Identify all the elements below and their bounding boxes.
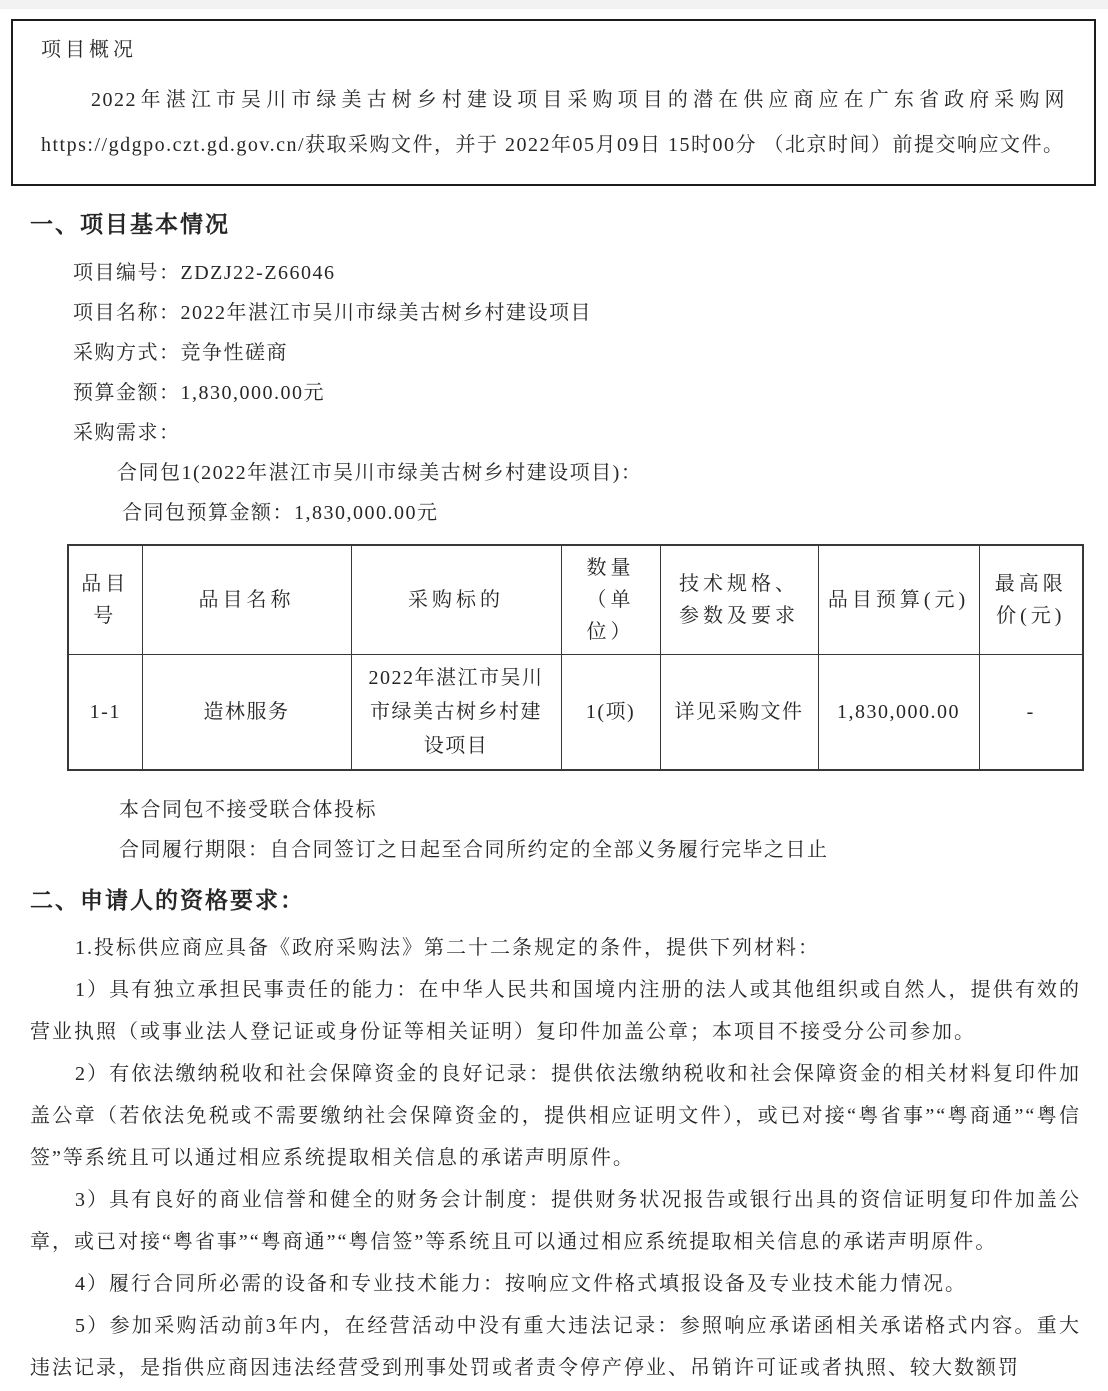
requirement-intro: 1.投标供应商应具备《政府采购法》第二十二条规定的条件，提供下列材料： <box>75 937 820 959</box>
items-table <box>67 544 1084 771</box>
requirement-3: 3）具有良好的商业信誉和健全的财务会计制度：提供财务状况报告或银行出具的资信证明复印件加盖公章，或已对接“粤省事”“粤商通”“粤信签”等系统且可以通过相应系统提取相关信息的承诺声明原件。 <box>30 1189 1081 1253</box>
budget-amount-line: 预算金额：1,830,000.00元 <box>73 382 325 404</box>
cell-item-name: 造林服务 <box>142 655 351 771</box>
overview-title: 项目概况 <box>41 39 137 61</box>
section1-heading: 一、项目基本情况 <box>30 212 230 237</box>
project-overview-box <box>11 19 1096 186</box>
overview-paragraph: 2022年湛江市吴川市绿美古树乡村建设项目采购项目的潜在供应商应在广东省政府采购网https://gdgpo.czt.gd.gov.cn/获取采购文件，并于 2022年05月09日 15时00分 （北京时间）前提交响应文件。 <box>41 89 1066 156</box>
header-tech-spec: 技术规格、参数及要求 <box>660 545 818 655</box>
cell-tech-spec: 详见采购文件 <box>660 655 818 771</box>
contract-period-note: 合同履行期限：自合同签订之日起至合同所约定的全部义务履行完毕之日止 <box>119 839 829 861</box>
project-basic-fields <box>0 253 1108 533</box>
table-header-row <box>68 545 1083 655</box>
project-name-line: 项目名称：2022年湛江市吴川市绿美古树乡村建设项目 <box>73 302 592 324</box>
requirement-4: 4）履行合同所必需的设备和专业技术能力：按响应文件格式填报设备及专业技术能力情况。 <box>75 1273 967 1295</box>
header-max-price: 最高限价(元) <box>979 545 1083 655</box>
contract-package-line: 合同包1(2022年湛江市吴川市绿美古树乡村建设项目)： <box>117 462 643 484</box>
requirement-5: 5）参加采购活动前3年内，在经营活动中没有重大违法记录：参照响应承诺函相关承诺格式内容。重大违法记录，是指供应商因违法经营受到刑事处罚或者责令停产停业、吊销许可证或者执照、较大数额罚 <box>30 1315 1081 1379</box>
cell-max-price: - <box>979 655 1083 771</box>
header-item-name: 品目名称 <box>142 545 351 655</box>
contract-package-budget-line: 合同包预算金额：1,830,000.00元 <box>122 502 439 524</box>
header-item-budget: 品目预算(元) <box>818 545 979 655</box>
header-procurement-subject: 采购标的 <box>351 545 561 655</box>
cell-item-no: 1-1 <box>68 655 142 771</box>
cell-procurement-subject: 2022年湛江市吴川市绿美古树乡村建设项目 <box>351 655 561 771</box>
header-item-no: 品目号 <box>68 545 142 655</box>
contract-notes <box>0 790 1108 870</box>
requirement-1: 1）具有独立承担民事责任的能力：在中华人民共和国境内注册的法人或其他组织或自然人，提供有效的营业执照（或事业法人登记证或身份证等相关证明）复印件加盖公章；本项目不接受分公司参加。 <box>30 979 1081 1043</box>
procurement-demand-line: 采购需求： <box>73 422 181 444</box>
section2-heading: 二、申请人的资格要求： <box>30 888 305 913</box>
page-top-edge <box>0 0 1108 9</box>
header-quantity-unit: 数量（单位） <box>561 545 660 655</box>
procurement-method-line: 采购方式：竞争性磋商 <box>73 342 288 364</box>
requirement-2: 2）有依法缴纳税收和社会保障资金的良好记录：提供依法缴纳税收和社会保障资金的相关材料复印件加盖公章（若依法免税或不需要缴纳社会保障资金的，提供相应证明文件），或已对接“粤省事”“粤商通”“粤信签”等系统且可以通过相应系统提取相关信息的承诺声明原件。 <box>30 1063 1081 1169</box>
table-row <box>68 655 1083 771</box>
project-number-line: 项目编号：ZDZJ22-Z66046 <box>73 262 336 284</box>
no-consortium-note: 本合同包不接受联合体投标 <box>119 799 377 821</box>
cell-item-budget: 1,830,000.00 <box>818 655 979 771</box>
cell-quantity-unit: 1(项) <box>561 655 660 771</box>
qualification-requirements <box>0 927 1108 1389</box>
